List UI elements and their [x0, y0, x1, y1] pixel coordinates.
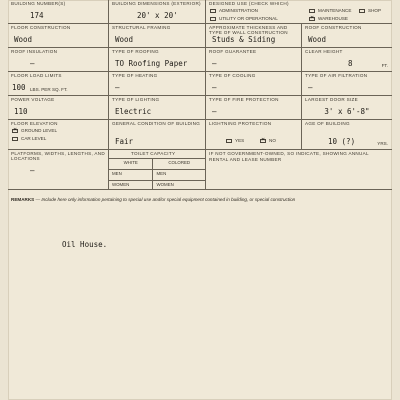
use-administration[interactable]: ADMINISTRATION [210, 8, 258, 13]
largest-door-value: 3' x 6'-8" [324, 107, 370, 116]
building-dimensions-label: BUILDING DIMENSIONS (EXTERIOR) [112, 1, 201, 6]
toilet-white-men: MEN [109, 170, 153, 181]
toilet-col-colored: COLORED [153, 159, 206, 170]
ownership-cell [206, 150, 392, 189]
platforms-value: — [30, 166, 35, 175]
designed-use-label: DESIGNED USE (CHECK WHICH) [209, 1, 289, 6]
ownership-label: IF NOT GOVERNMENT-OWNED, SO INDICATE, SHOWING ANNUAL RENTAL AND LEASE NUMBER [209, 151, 369, 162]
checkbox-checked-icon [12, 129, 18, 133]
air-filtration-label: TYPE OF AIR FILTRATION [305, 73, 368, 78]
fire-protection-label: TYPE OF FIRE PROTECTION [209, 97, 279, 102]
toilet-capacity-label: TOILET CAPACITY [131, 151, 176, 156]
form-sheet [8, 0, 392, 400]
general-condition-label: GENERAL CONDITION OF BUILDING [112, 121, 201, 126]
roof-guarantee-label: ROOF GUARANTEE [209, 49, 257, 54]
table-row [109, 181, 206, 190]
checkbox-icon [309, 9, 315, 13]
form-row-7 [8, 150, 392, 190]
type-of-heating-label: TYPE OF HEATING [112, 73, 158, 78]
form-row-1 [8, 0, 392, 24]
floor-elevation-label: FLOOR ELEVATION [11, 121, 58, 126]
toilet-white-women: WOMEN [109, 181, 153, 190]
lightning-no[interactable]: ✕ NO [260, 138, 276, 143]
clear-height-cell [302, 48, 392, 71]
checkbox-icon [210, 17, 216, 21]
note-text: Oil House. [62, 240, 108, 249]
type-of-lighting-cell [109, 96, 206, 119]
checkbox-checked-icon [309, 17, 315, 21]
type-of-lighting-value: Electric [115, 107, 152, 116]
form-row-3 [8, 48, 392, 72]
floor-load-label: FLOOR LOAD LIMITS [11, 73, 62, 78]
toilet-capacity-cell [109, 150, 206, 189]
platforms-cell [8, 150, 109, 189]
type-of-roofing-value: TO Roofing Paper [115, 59, 188, 68]
wall-construction-label: APPROXIMATE THICKNESS AND TYPE OF WALL CONSTRUCTION [209, 25, 288, 35]
largest-door-cell [302, 96, 392, 119]
type-of-lighting-label: TYPE OF LIGHTING [112, 97, 160, 102]
form-row-6 [8, 120, 392, 150]
remarks-text: — Include here only information pertaining to special use and/or special equipment contained in building, or special construction [35, 197, 296, 202]
roof-construction-label: ROOF CONSTRUCTION [305, 25, 362, 30]
toilet-col-white: WHITE [109, 159, 153, 170]
building-numbers-label: BUILDING NUMBER(S) [11, 1, 66, 6]
type-of-heating-cell [109, 72, 206, 95]
age-of-building-cell [302, 120, 392, 149]
use-warehouse[interactable]: ✕ WAREHOUSE [309, 16, 348, 21]
designed-use-cell [206, 0, 392, 23]
power-voltage-cell [8, 96, 109, 119]
air-filtration-cell [302, 72, 392, 95]
elevation-ground-level[interactable]: ✕GROUND LEVEL [12, 128, 57, 133]
form-row-2 [8, 24, 392, 48]
type-of-roofing-label: TYPE OF ROOFING [112, 49, 159, 54]
roof-construction-cell [302, 24, 392, 47]
roof-guarantee-value: — [212, 59, 217, 68]
platforms-label: PLATFORMS, WIDTHS, LENGTHS, AND LOCATIONS [11, 151, 105, 161]
floor-construction-label: FLOOR CONSTRUCTION [11, 25, 71, 30]
lightning-protection-cell [206, 120, 302, 149]
roof-insulation-value: — [30, 59, 35, 68]
building-dimensions-cell [109, 0, 206, 23]
building-numbers-value: 174 [30, 11, 44, 20]
type-of-roofing-cell [109, 48, 206, 71]
roof-insulation-label: ROOF INSULATION [11, 49, 58, 54]
largest-door-label: LARGEST DOOR SIZE [305, 97, 359, 102]
structural-framing-value: Wood [115, 35, 134, 44]
remarks [11, 196, 389, 203]
age-of-building-value: 10 (?) [328, 137, 356, 146]
air-filtration-value: — [308, 83, 313, 92]
roof-insulation-cell [8, 48, 109, 71]
checkbox-icon [359, 9, 365, 13]
wall-construction-cell [206, 24, 302, 47]
floor-load-cell [8, 72, 109, 95]
lightning-yes[interactable]: YES [226, 138, 244, 143]
checkbox-icon [210, 9, 216, 13]
remarks-label: REMARKS [11, 197, 35, 202]
floor-construction-value: Wood [14, 35, 33, 44]
toilet-capacity-table [109, 158, 206, 189]
general-condition-value: Fair [115, 137, 134, 146]
checkbox-checked-icon [260, 139, 266, 143]
toilet-colored-men: MEN [153, 170, 206, 181]
fire-protection-value: — [212, 107, 217, 116]
clear-height-value: 8 [348, 59, 353, 68]
floor-load-value: 100 [12, 83, 26, 92]
table-row [109, 159, 206, 170]
power-voltage-value: 110 [14, 107, 28, 116]
general-condition-cell [109, 120, 206, 149]
elevation-car-level[interactable]: CAR LEVEL [12, 136, 46, 141]
type-of-heating-value: — [115, 83, 120, 92]
clear-height-unit: FT. [381, 63, 388, 68]
floor-elevation-cell [8, 120, 109, 149]
table-row [109, 170, 206, 181]
age-of-building-label: AGE OF BUILDING [305, 121, 350, 126]
structural-framing-cell [109, 24, 206, 47]
building-dimensions-value: 20' x 20' [137, 11, 178, 20]
use-shop[interactable]: SHOP [359, 8, 381, 13]
use-maintenance[interactable]: MAINTENANCE [309, 8, 351, 13]
roof-construction-value: Wood [308, 35, 327, 44]
building-numbers-cell [8, 0, 109, 23]
form-row-5 [8, 96, 392, 120]
age-of-building-unit: YRS. [377, 141, 388, 146]
toilet-colored-women: WOMEN [153, 181, 206, 190]
form-row-4 [8, 72, 392, 96]
checkbox-icon [12, 137, 18, 141]
structural-framing-label: STRUCTURAL FRAMING [112, 25, 171, 30]
checkbox-icon [226, 139, 232, 143]
floor-construction-cell [8, 24, 109, 47]
power-voltage-label: POWER VOLTAGE [11, 97, 55, 102]
type-of-cooling-label: TYPE OF COOLING [209, 73, 256, 78]
wall-construction-value: Studs & Siding [212, 35, 276, 44]
roof-guarantee-cell [206, 48, 302, 71]
use-utility[interactable]: UTILITY OR OPERATIONAL [210, 16, 278, 21]
fire-protection-cell [206, 96, 302, 119]
lightning-protection-label: LIGHTNING PROTECTION [209, 121, 272, 126]
clear-height-label: CLEAR HEIGHT [305, 49, 343, 54]
type-of-cooling-cell [206, 72, 302, 95]
floor-load-unit: LBS. PER SQ. FT. [30, 87, 68, 92]
type-of-cooling-value: — [212, 83, 217, 92]
